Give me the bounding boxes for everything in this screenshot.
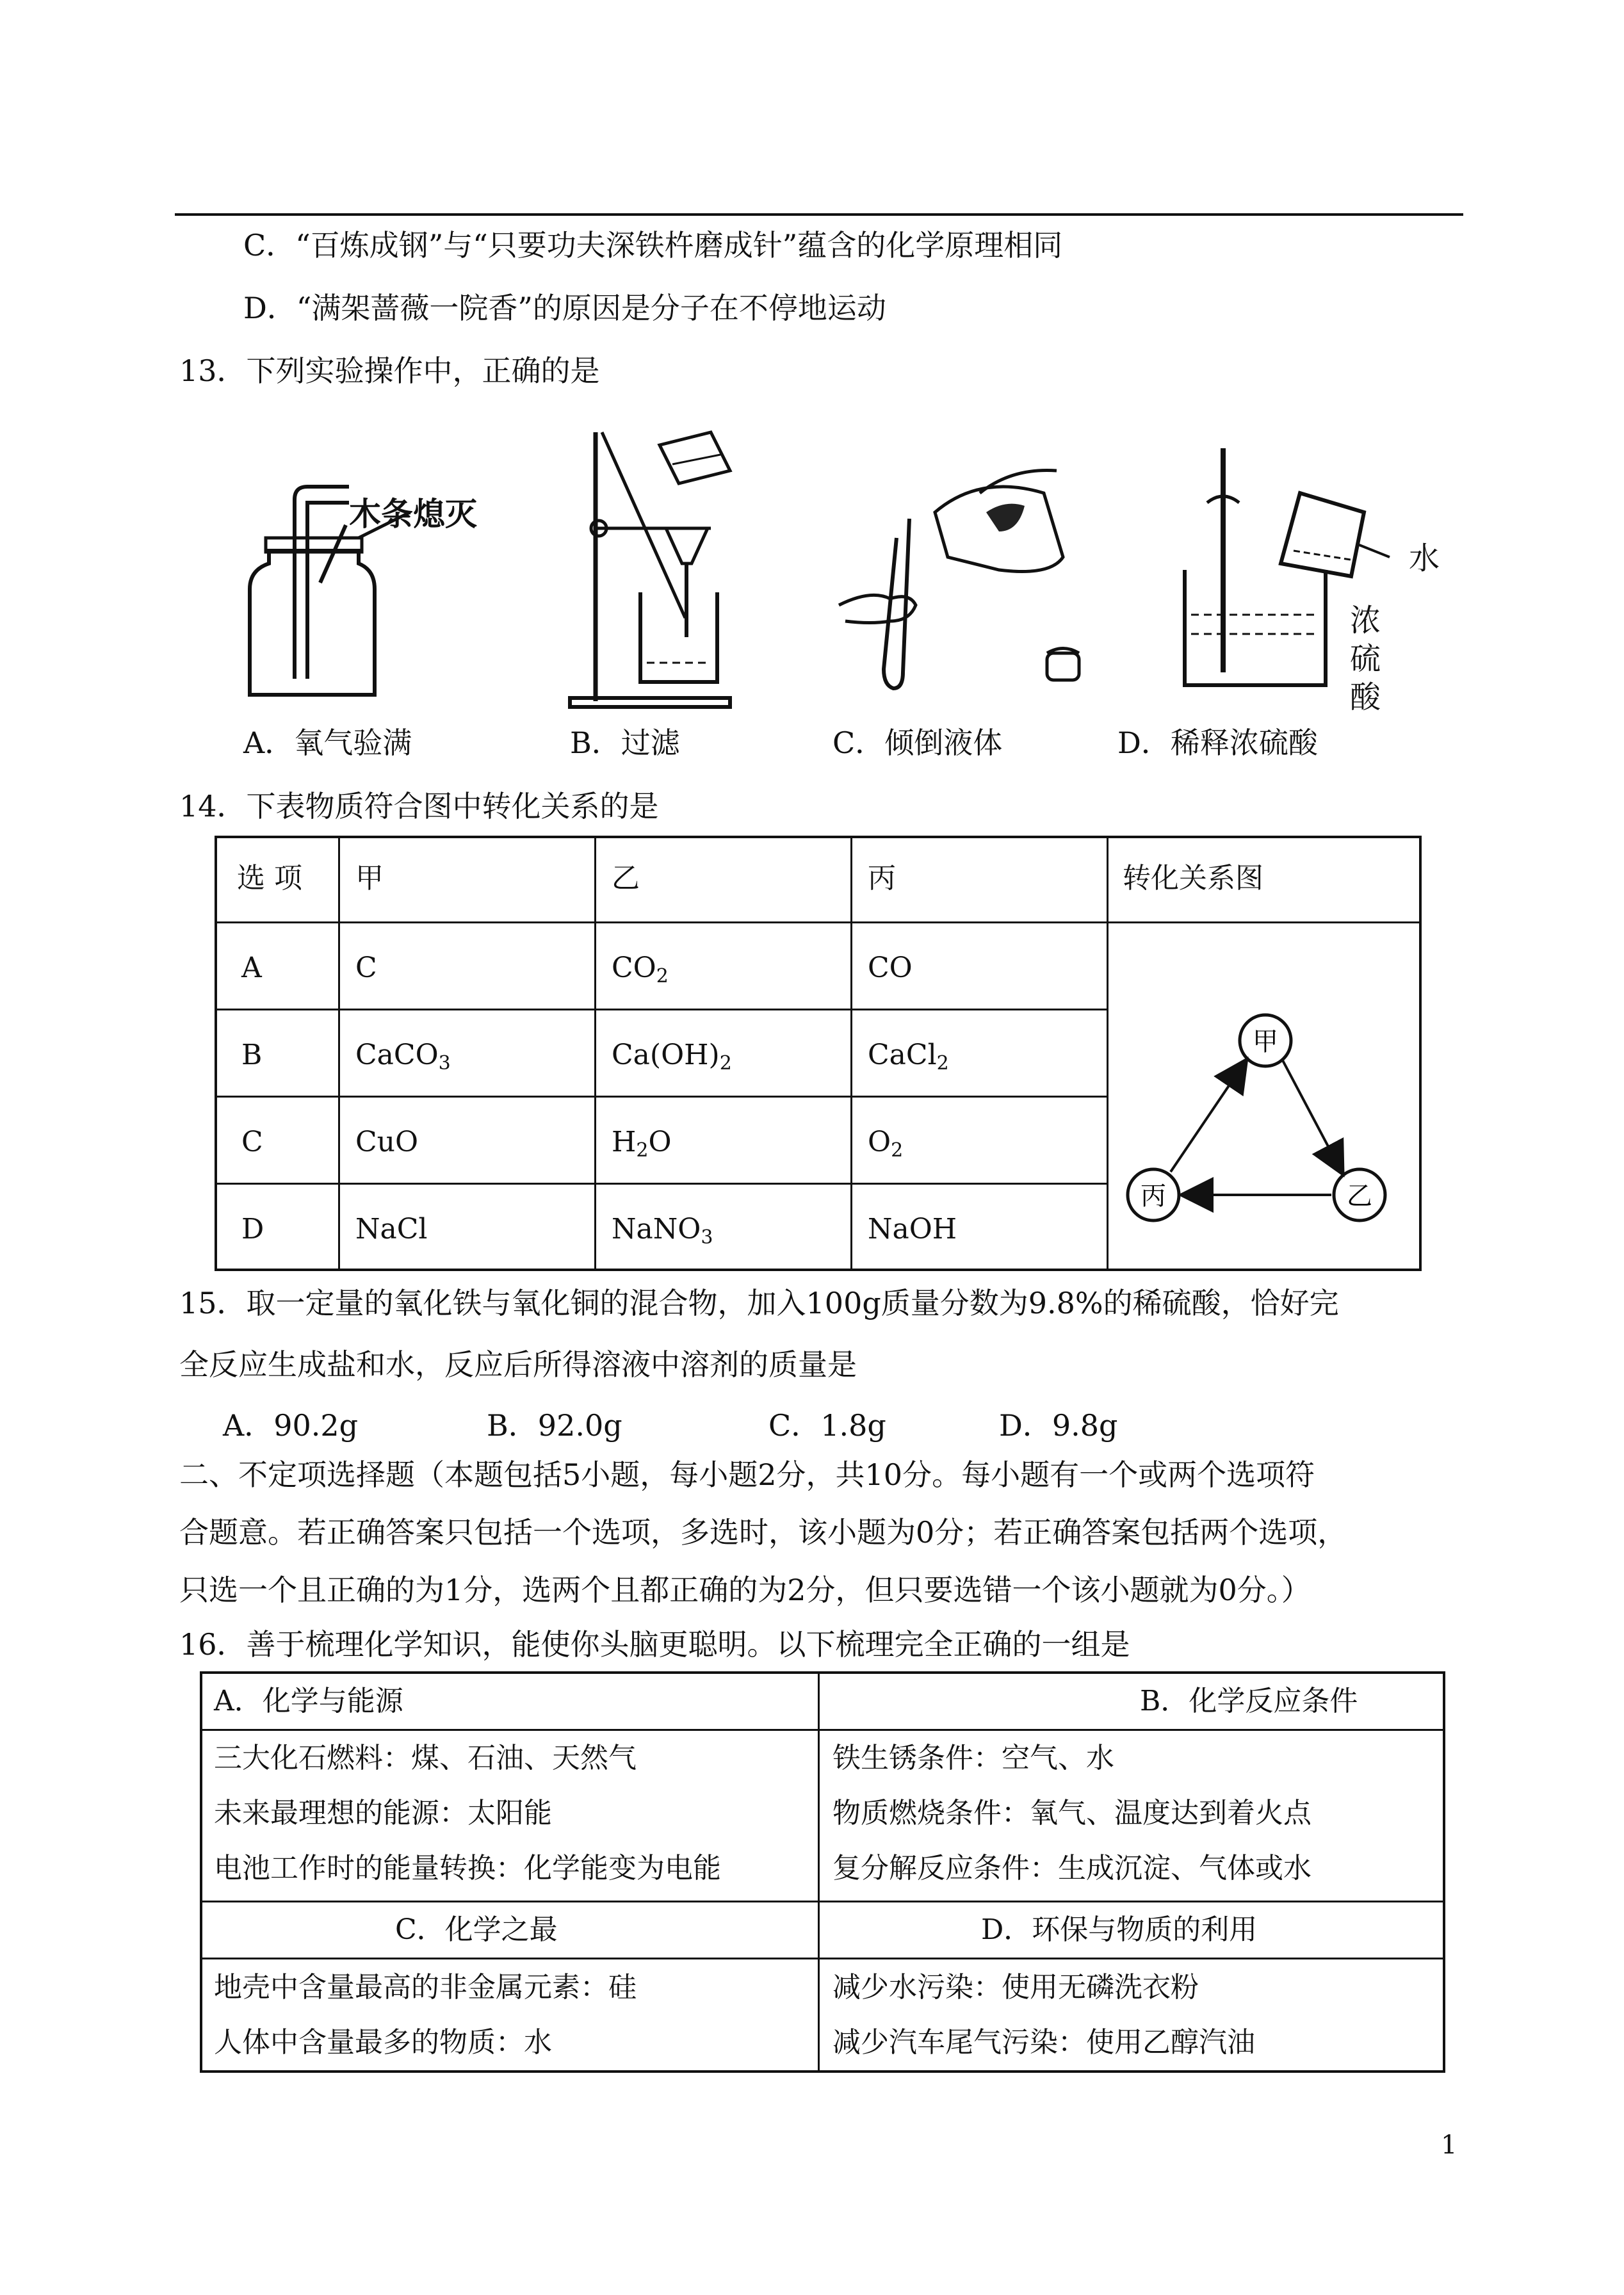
q16-stem: 16．善于梳理化学知识，能使你头脑更聪明。以下梳理完全正确的一组是 — [179, 1627, 1130, 1662]
q14-row-b-jia: CaCO$_3$ — [355, 1039, 451, 1075]
q14-row-b-option: B — [241, 1039, 263, 1071]
q13-figure-b-filtration — [564, 426, 756, 717]
q13-option-a: A．氧气验满 — [243, 726, 412, 760]
q14-row-a-bing: CO — [868, 952, 913, 984]
q16-b-title: B．化学反应条件 — [1140, 1685, 1358, 1717]
q13-label-acid-3: 酸 — [1350, 679, 1381, 715]
q16-c-title: C．化学之最 — [395, 1913, 558, 1946]
node-yi-label: 乙 — [1347, 1181, 1372, 1211]
node-jia-label: 甲 — [1253, 1027, 1278, 1057]
q13-stem: 13．下列实验操作中，正确的是 — [179, 353, 600, 388]
q14-header-option: 选 项 — [237, 862, 302, 895]
arrow-bing-to-jia — [1171, 1063, 1244, 1172]
q14-row-c-option: C — [241, 1126, 263, 1158]
q16-a-line-2: 未来最理想的能源：太阳能 — [214, 1797, 552, 1829]
q13-option-b: B．过滤 — [570, 726, 680, 760]
page-number: 1 — [1441, 2130, 1458, 2160]
q16-c-line-1: 地壳中含量最高的非金属元素：硅 — [214, 1971, 637, 2004]
q16-b-line-2: 物质燃烧条件：氧气、温度达到着火点 — [832, 1797, 1311, 1829]
q14-row-b-yi: $Ca(OH)_2$ — [612, 1039, 732, 1075]
q14-row-d-jia: NaCl — [355, 1213, 428, 1245]
q16-c-line-2: 人体中含量最多的物质：水 — [214, 2026, 552, 2059]
q14-table — [215, 836, 1422, 1271]
q16-d-line-1: 减少水污染：使用无磷洗衣粉 — [832, 1971, 1199, 2004]
q15-stem-line1: 15．取一定量的氧化铁与氧化铜的混合物，加入100g质量分数为9.8%的稀硫酸，恰好完 — [179, 1286, 1339, 1320]
section2-line1: 二、不定项选择题（本题包括5小题，每小题2分，共10分。每小题有一个或两个选项符 — [179, 1457, 1315, 1492]
q15-option-b: B．92.0g — [487, 1408, 622, 1443]
q13-label-acid-1: 浓 — [1350, 603, 1381, 638]
q16-b-line-1: 铁生锈条件：空气、水 — [832, 1742, 1114, 1774]
q15-option-d: D．9.8g — [999, 1408, 1118, 1443]
q14-stem: 14．下表物质符合图中转化关系的是 — [179, 789, 659, 823]
q13-label-water: 水 — [1409, 540, 1440, 576]
q14-header-yi: 乙 — [612, 862, 640, 895]
q14-row-d-option: D — [241, 1213, 264, 1245]
q15-option-c: C．1.8g — [768, 1408, 886, 1443]
q14-row-c-jia: CuO — [355, 1126, 419, 1158]
q14-header-diagram: 转化关系图 — [1123, 862, 1263, 895]
q13-figure-c-pouring — [832, 461, 1101, 707]
q14-row-b-bing: CaCl$_2$ — [868, 1039, 949, 1075]
q16-a-line-3: 电池工作时的能量转换：化学能变为电能 — [214, 1852, 721, 1885]
q16-a-title: A．化学与能源 — [214, 1685, 403, 1717]
q15-stem-line2: 全反应生成盐和水，反应后所得溶液中溶剂的质量是 — [179, 1347, 857, 1382]
section2-line3: 只选一个且正确的为1分，选两个且都正确的为2分，但只要选错一个该小题就为0分。） — [179, 1573, 1311, 1607]
q16-b-line-3: 复分解反应条件：生成沉淀、气体或水 — [832, 1852, 1311, 1885]
q14-row-c-bing: $O_2$ — [868, 1126, 904, 1162]
q16-d-title: D．环保与物质的利用 — [981, 1913, 1258, 1946]
q13-option-d: D．稀释浓硫酸 — [1117, 726, 1318, 760]
q14-header-jia: 甲 — [355, 862, 384, 895]
q15-option-a: A．90.2g — [223, 1408, 359, 1443]
section2-line2: 合题意。若正确答案只包括一个选项，多选时，该小题为0分；若正确答案包括两个选项， — [179, 1515, 1347, 1550]
q14-row-a-yi: $CO_2$ — [612, 952, 669, 987]
header-rule — [175, 213, 1463, 216]
q16-d-line-2: 减少汽车尾气污染：使用乙醇汽油 — [832, 2026, 1255, 2059]
q14-row-d-bing: NaOH — [868, 1213, 957, 1245]
q13-option-c: C．倾倒液体 — [832, 726, 1003, 760]
q13-label-acid-2: 硫 — [1350, 641, 1381, 677]
q12-option-c: C．“百炼成钢”与“只要功夫深铁杵磨成针”蕴含的化学原理相同 — [243, 228, 1063, 263]
q14-row-c-yi: $H_2O$ — [612, 1126, 672, 1162]
arrow-jia-to-yi — [1283, 1060, 1341, 1171]
q14-row-a-jia: C — [355, 952, 377, 984]
q13-label-wood-extinguished: 木条熄灭 — [349, 496, 477, 533]
q14-conversion-diagram — [1108, 923, 1419, 1269]
q14-row-d-yi: NaNO$_3$ — [612, 1213, 713, 1249]
q12-option-d: D．“满架蔷薇一院香”的原因是分子在不停地运动 — [243, 291, 886, 325]
q16-a-line-1: 三大化石燃料：煤、石油、天然气 — [214, 1742, 637, 1774]
q14-row-a-option: A — [241, 952, 262, 984]
q16-table — [200, 1671, 1445, 2073]
node-bing-label: 丙 — [1141, 1181, 1166, 1211]
q14-header-bing: 丙 — [868, 862, 896, 895]
